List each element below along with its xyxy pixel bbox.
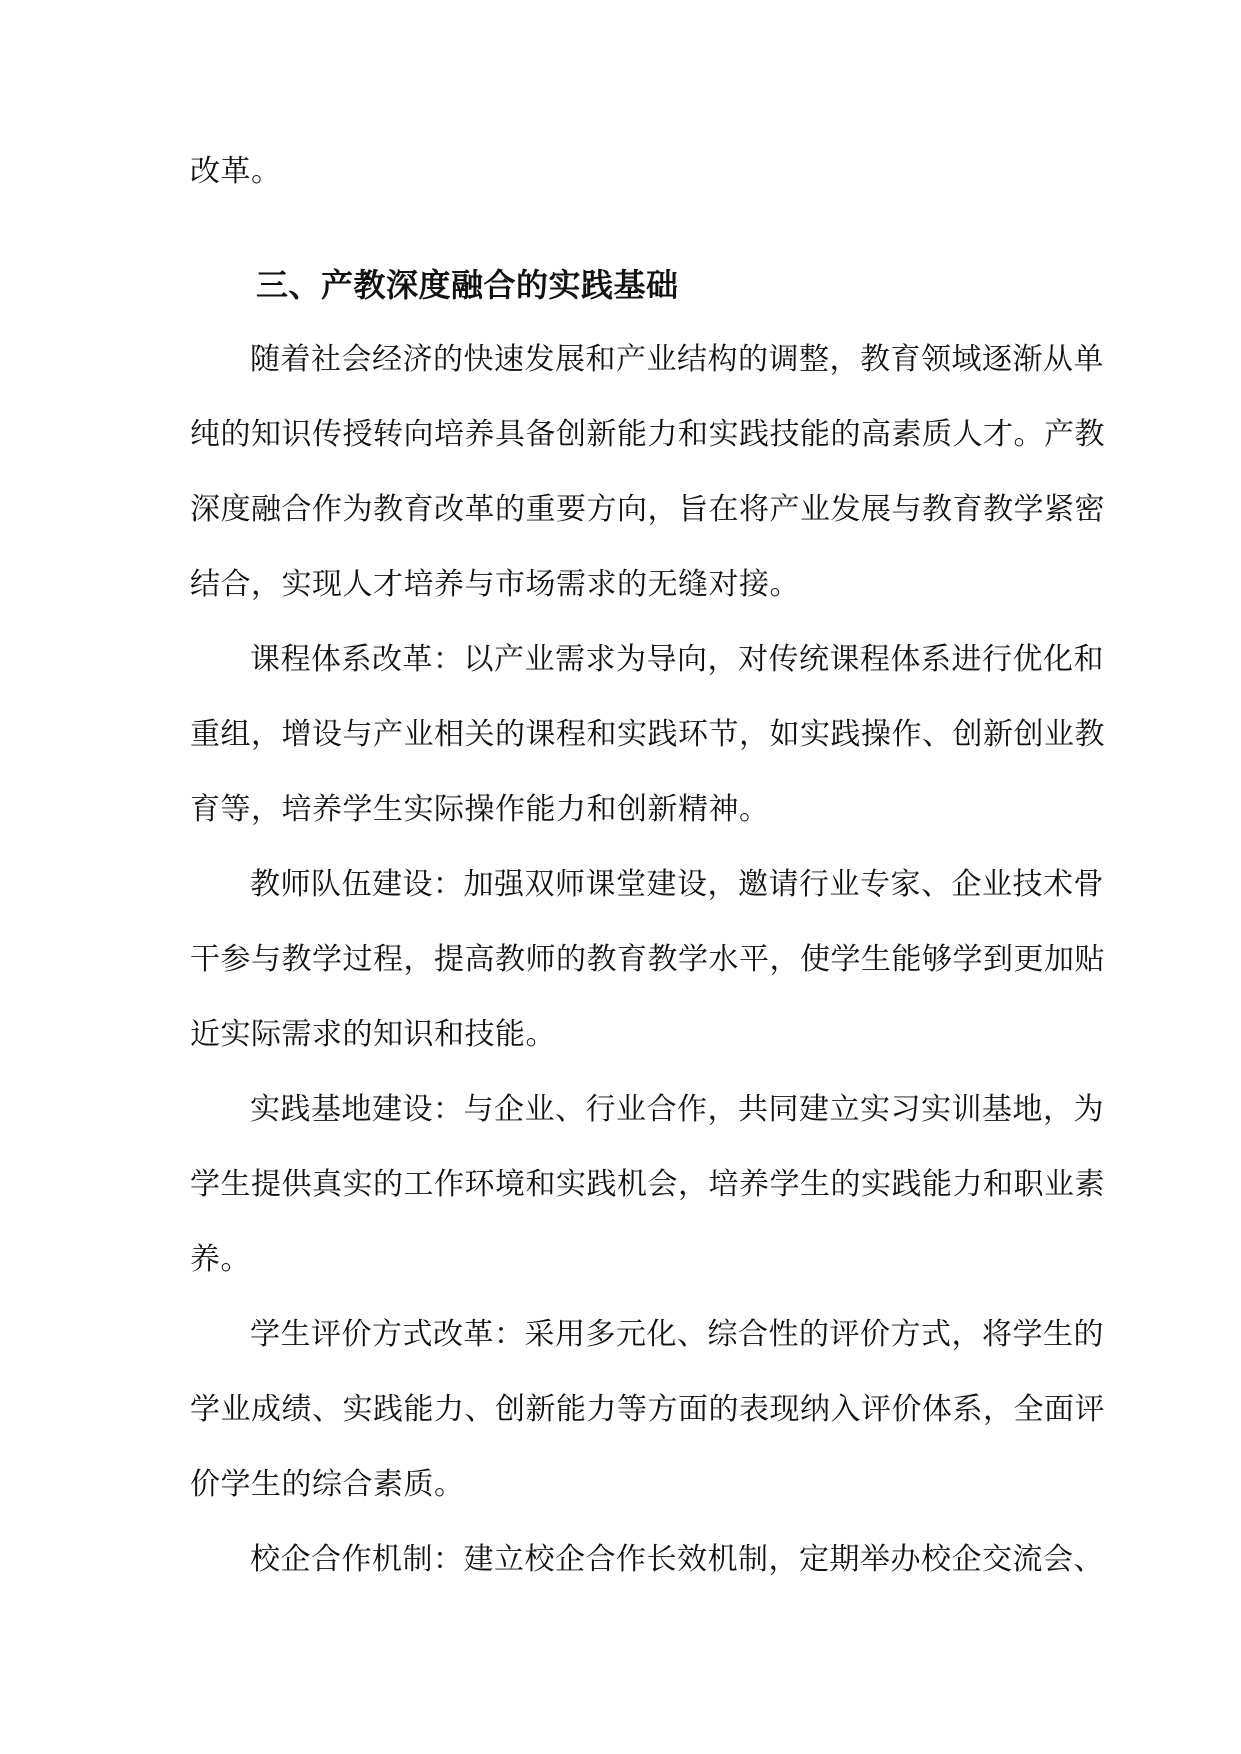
paragraph-3-line-2: 干参与教学过程，提高教师的教育教学水平，使学生能够学到更加贴 [190,942,1105,977]
paragraph-2-line-3: 育等，培养学生实际操作能力和创新精神。 [190,792,770,827]
paragraph-5-line-1: 学生评价方式改革：采用多元化、综合性的评价方式，将学生的 [250,1317,1104,1352]
paragraph-2-line-2: 重组，增设与产业相关的课程和实践环节，如实践操作、创新创业教 [190,717,1105,752]
paragraph-1-line-3: 深度融合作为教育改革的重要方向，旨在将产业发展与教育教学紧密 [190,492,1105,527]
section-heading: 三、产教深度融合的实践基础 [256,266,679,304]
paragraph-3-line-1: 教师队伍建设：加强双师课堂建设，邀请行业专家、企业技术骨 [250,867,1104,902]
paragraph-5-line-3: 价学生的综合素质。 [190,1467,465,1502]
paragraph-4-line-3: 养。 [190,1242,251,1277]
paragraph-6-line-1: 校企合作机制：建立校企合作长效机制，定期举办校企交流会、 [250,1542,1104,1577]
paragraph-5-line-2: 学业成绩、实践能力、创新能力等方面的表现纳入评价体系，全面评 [190,1392,1105,1427]
paragraph-4-line-2: 学生提供真实的工作环境和实践机会，培养学生的实践能力和职业素 [190,1167,1105,1202]
paragraph-3-line-3: 近实际需求的知识和技能。 [190,1017,556,1052]
lead-fragment: 改革。 [190,154,282,189]
paragraph-1-line-2: 纯的知识传授转向培养具备创新能力和实践技能的高素质人才。产教 [190,417,1105,452]
paragraph-2-line-1: 课程体系改革：以产业需求为导向，对传统课程体系进行优化和 [250,642,1104,677]
paragraph-1-line-1: 随着社会经济的快速发展和产业结构的调整，教育领域逐渐从单 [250,342,1104,377]
paragraph-1-line-4: 结合，实现人才培养与市场需求的无缝对接。 [190,567,800,602]
paragraph-4-line-1: 实践基地建设：与企业、行业合作，共同建立实习实训基地，为 [250,1092,1104,1127]
